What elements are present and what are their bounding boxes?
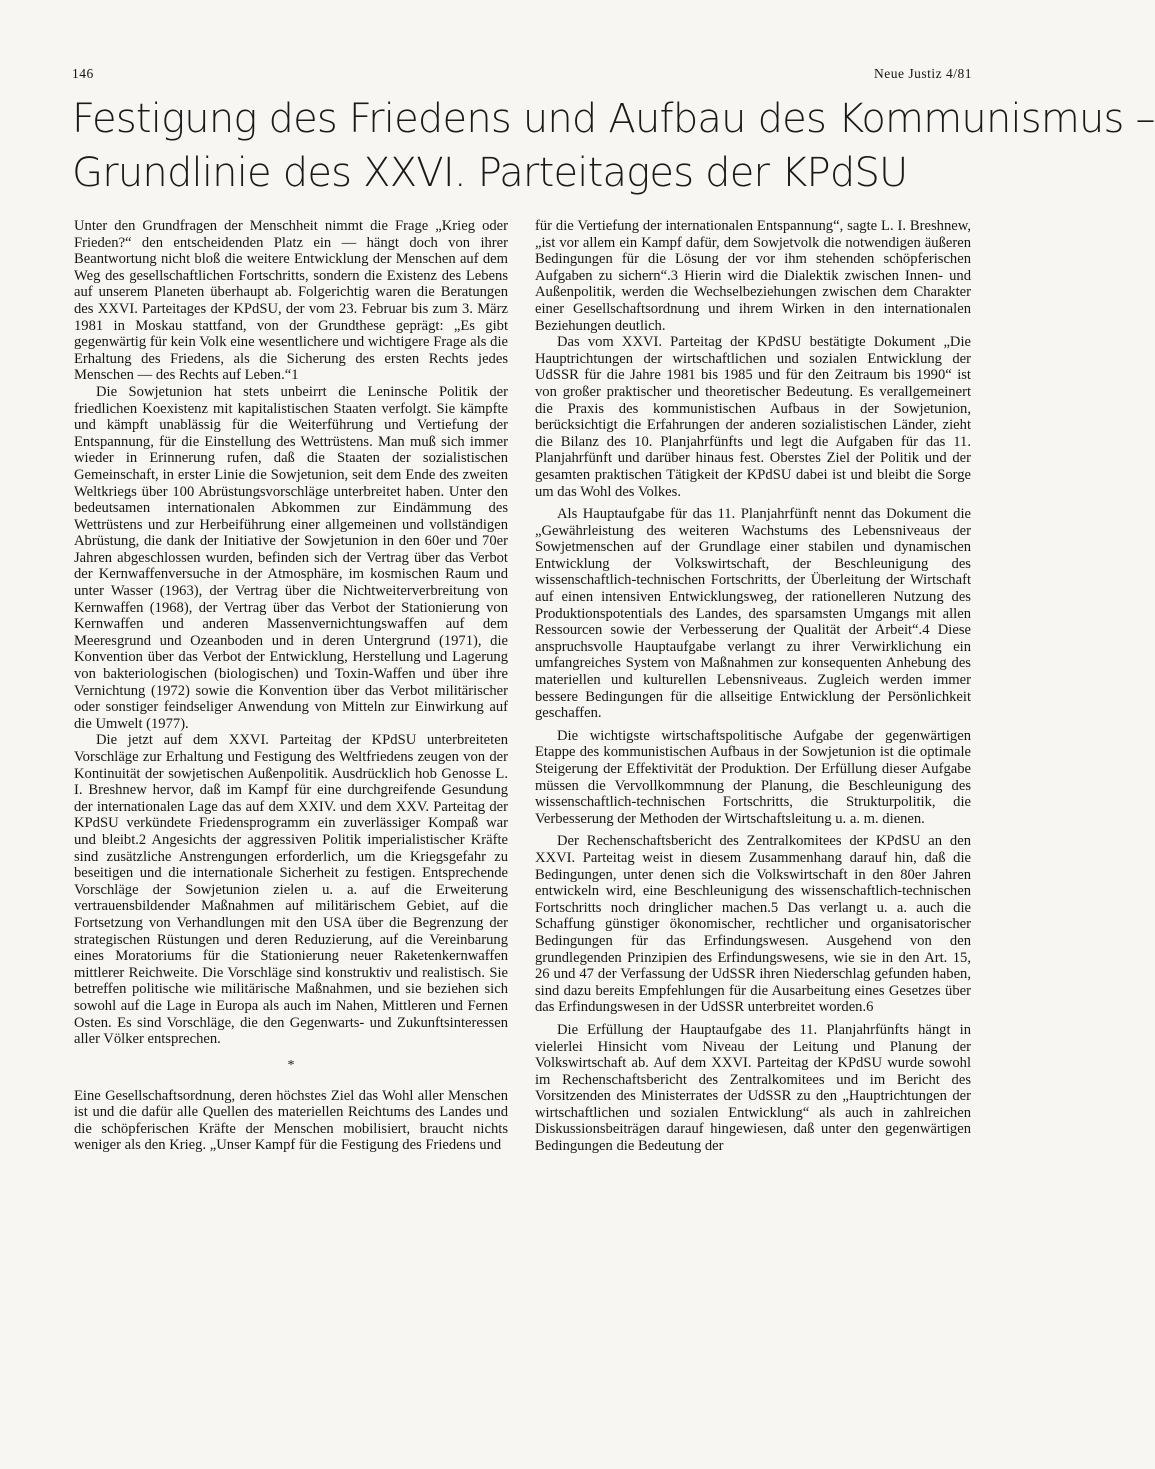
paragraph: Die Erfüllung der Hauptaufgabe des 11. Planjahrfünfts hängt in vielerlei Hinsicht vom Niveau der Leitung und Planung der Volkswirtschaft ab. Auf dem XXVI. Parteitag der KPdSU wurde sowohl im Rechenschaftsbericht des Zentralkomitees und im Bericht des Vorsitzenden des Ministerrates der UdSSR zu den „Hauptrichtungen der wirtschaftlichen und sozialen Entwicklung“ als auch in zahlreichen Diskussionsbeiträgen darauf hingewiesen, daß unter den gegenwärtigen Bedingungen die Bedeutung der bbox=[535, 1021, 971, 1155]
article-title-line-1: Festigung des Friedens und Aufbau des Kommunismus – bbox=[72, 96, 1155, 142]
paragraph: Unter den Grundfragen der Menschheit nimmt die Frage „Krieg oder Frieden?“ den entscheidenden Platz ein — hängt doch von ihrer Beantwortung nicht bloß die weitere Entwicklung der Menschen auf dem Weg des gesellschaftlichen Fortschritts, sondern die Existenz des Lebens auf unserem Planeten überhaupt ab. Folgerichtig waren die Beratungen des XXVI. Parteitages der KPdSU, der vom 23. Februar bis zum 3. März 1981 in Moskau stattfand, von der Grundthese geprägt: „Es gibt gegenwärtig für kein Volk eine wesentlichere und wichtigere Frage als die Erhaltung des Friedens, als die Sicherung des ersten Rechts jedes Menschen — des Rechts auf Leben.“1 bbox=[74, 218, 508, 384]
paragraph: für die Vertiefung der internationalen Entspannung“, sagte L. I. Breshnew, „ist vor allem ein Kampf dafür, dem Sowjetvolk die notwendigen äußeren Bedingungen für die Lösung der vor ihm stehenden schöpferischen Aufgaben zu sichern“.3 Hierin wird die Dialektik zwischen Innen- und Außenpolitik, werden die Wechselbeziehungen zwischen dem Charakter einer Gesellschaftsordnung und ihrem Wirken in den internationalen Beziehungen deutlich. bbox=[535, 218, 971, 334]
left-column bbox=[74, 218, 508, 1154]
journal-issue: Neue Justiz 4/81 bbox=[874, 66, 972, 81]
section-divider: * bbox=[287, 1057, 295, 1073]
paragraph: Die Sowjetunion hat stets unbeirrt die Leninsche Politik der friedlichen Koexistenz mit kapitalistischen Staaten verfolgt. Sie kämpfte und kämpft unablässig für die Weiterführung und Vertiefung der Entspannung, für die Einstellung des Wettrüstens. Man muß sich immer wieder in Erinnerung rufen, daß die Staaten der sozialistischen Gemeinschaft, in erster Linie die Sowjetunion, seit dem Ende des zweiten Weltkriegs über 100 Abrüstungsvorschläge unterbreitet haben. Unter den bedeutsamen internationalen Abkommen zur Eindämmung des Wettrüstens und zur Herbeiführung einer allgemeinen und vollständigen Abrüstung, die dank der Initiative der Sowjetunion in den 60er und 70er Jahren abgeschlossen wurden, befinden sich der Vertrag über das Verbot der Kernwaffenversuche in der Atmosphäre, im kosmischen Raum und unter Wasser (1963), der Vertrag über die Nichtweiterverbreitung von Kernwaffen (1968), der Vertrag über das Verbot der Stationierung von Kernwaffen und anderen Massenvernichtungswaffen auf dem Meeresgrund und Ozeanboden und in deren Untergrund (1971), die Konvention über das Verbot der Entwicklung, Herstellung und Lagerung von bakteriologischen (biologischen) und Toxin-Waffen und über ihre Vernichtung (1972) sowie die Konvention über das Verbot militärischer oder sonstiger feindseliger Anwendung von Mitteln zur Einwirkung auf die Umwelt (1977). bbox=[74, 383, 508, 732]
running-head bbox=[72, 66, 972, 86]
paragraph: Das vom XXVI. Parteitag der KPdSU bestätigte Dokument „Die Hauptrichtungen der wirtschaftlichen und sozialen Entwicklung der UdSSR für die Jahre 1981 bis 1985 und für den Zeitraum bis 1990“ ist von großer praktischer und theoretischer Bedeutung. Es verallgemeinert die Praxis des kommunistischen Aufbaus in der Sowjetunion, berücksichtigt die Erfahrungen der anderen sozialistischen Länder, zieht die Bilanz des 10. Planjahrfünfts und legt die Aufgaben für das 11. Planjahrfünft und darüber hinaus fest. Oberstes Ziel der Politik und der gesamten praktischen Tätigkeit der KPdSU dabei ist und bleibt die Sorge um das Wohl des Volkes. bbox=[535, 334, 971, 500]
paragraph: Als Hauptaufgabe für das 11. Planjahrfünft nennt das Dokument die „Gewährleistung des weiteren Wachstums des Lebensniveaus der Sowjetmenschen auf der Grundlage einer stabilen und dynamischen Entwicklung der Volkswirtschaft, der Beschleunigung des wissenschaftlich-technischen Fortschritts, der Überleitung der Wirtschaft auf einen intensiven Entwicklungsweg, der rationelleren Nutzung des Produktionspotentials des Landes, des sparsamsten Umgangs mit allen Ressourcen sowie der Verbesserung der Qualität der Arbeit“.4 Diese anspruchsvolle Hauptaufgabe verlangt zu ihrer Verwirklichung ein umfangreiches System von Maßnahmen zur konsequenten Anhebung des materiellen und kulturellen Lebensniveaus. Zugleich werden immer bessere Bedingungen für die allseitige Entwicklung der Persönlichkeit geschaffen. bbox=[535, 506, 971, 722]
right-column bbox=[535, 218, 971, 1155]
paragraph: Eine Gesellschaftsordnung, deren höchstes Ziel das Wohl aller Menschen ist und die dafür alle Quellen des materiellen Reichtums des Landes und die schöpferischen Kräfte der Menschen mobilisiert, braucht nichts weniger als den Krieg. „Unser Kampf für die Festigung des Friedens und bbox=[74, 1087, 508, 1154]
article-title-line-2: Grundlinie des XXVI. Parteitages der KPdSU bbox=[72, 150, 908, 196]
paragraph: Der Rechenschaftsbericht des Zentralkomitees der KPdSU an den XXVI. Parteitag weist in diesem Zusammenhang darauf hin, daß die Bedingungen, unter denen sich die Volkswirtschaft in den 80er Jahren entwickeln wird, eine Beschleunigung des wissenschaftlich-technischen Fortschritts noch dringlicher machen.5 Das verlangt u. a. auch die Schaffung günstiger ökonomischer, rechtlicher und organisatorischer Bedingungen für das Erfindungswesen. Ausgehend von den grundlegenden Prinzipien des Erfindungswesens, wie sie in den Art. 15, 26 und 47 der Verfassung der UdSSR ihren Niederschlag gefunden haben, sind dazu bereits Empfehlungen für die Ausarbeitung eines Gesetzes über das Erfindungswesen in der UdSSR unterbreitet worden.6 bbox=[535, 833, 971, 1016]
paragraph: Die wichtigste wirtschaftspolitische Aufgabe der gegenwärtigen Etappe des kommunistischen Aufbaus in der Sowjetunion ist die optimale Steigerung der Effektivität der Produktion. Der Erfüllung dieser Aufgabe müssen die Vervollkommnung der Planung, die Beschleunigung des wissenschaftlich-technischen Fortschritts, die Strukturpolitik, die Verbesserung der Methoden der Wirtschaftsleitung u. a. m. dienen. bbox=[535, 727, 971, 827]
article-title bbox=[72, 92, 1155, 200]
page-number: 146 bbox=[72, 66, 94, 81]
paragraph: Die jetzt auf dem XXVI. Parteitag der KPdSU unterbreiteten Vorschläge zur Erhaltung und Festigung des Weltfriedens zeugen von der Kontinuität der sowjetischen Außenpolitik. Ausdrücklich hob Genosse L. I. Breshnew hervor, daß im Kampf für eine durchgreifende Gesundung der internationalen Lage das auf dem XXIV. und dem XXV. Parteitag der KPdSU verkündete Friedensprogramm ein zuverlässiger Kompaß war und bleibt.2 Angesichts der aggressiven Politik imperialistischer Kräfte sind zusätzliche Anstrengungen erforderlich, um die Kriegsgefahr zu beseitigen und die internationale Sicherheit zu festigen. Entsprechende Vorschläge der Sowjetunion zielen u. a. auf die Erweiterung vertrauensbildender Maßnahmen auf militärischem Gebiet, auf die Fortsetzung von Verhandlungen mit den USA über die Begrenzung der strategischen Rüstungen und deren Reduzierung, auf die Vereinbarung eines Moratoriums für die Stationierung neuer Raketenkernwaffen mittlerer Reichweite. Die Vorschläge sind konstruktiv und realistisch. Sie betreffen politische wie militärische Maßnahmen, und sie beziehen sich sowohl auf die Lage in Europa als auch im Nahen, Mittleren und Fernen Osten. Es sind Vorschläge, die den Gegenwarts- und Zukunftsinteressen aller Völker entsprechen. bbox=[74, 732, 508, 1048]
